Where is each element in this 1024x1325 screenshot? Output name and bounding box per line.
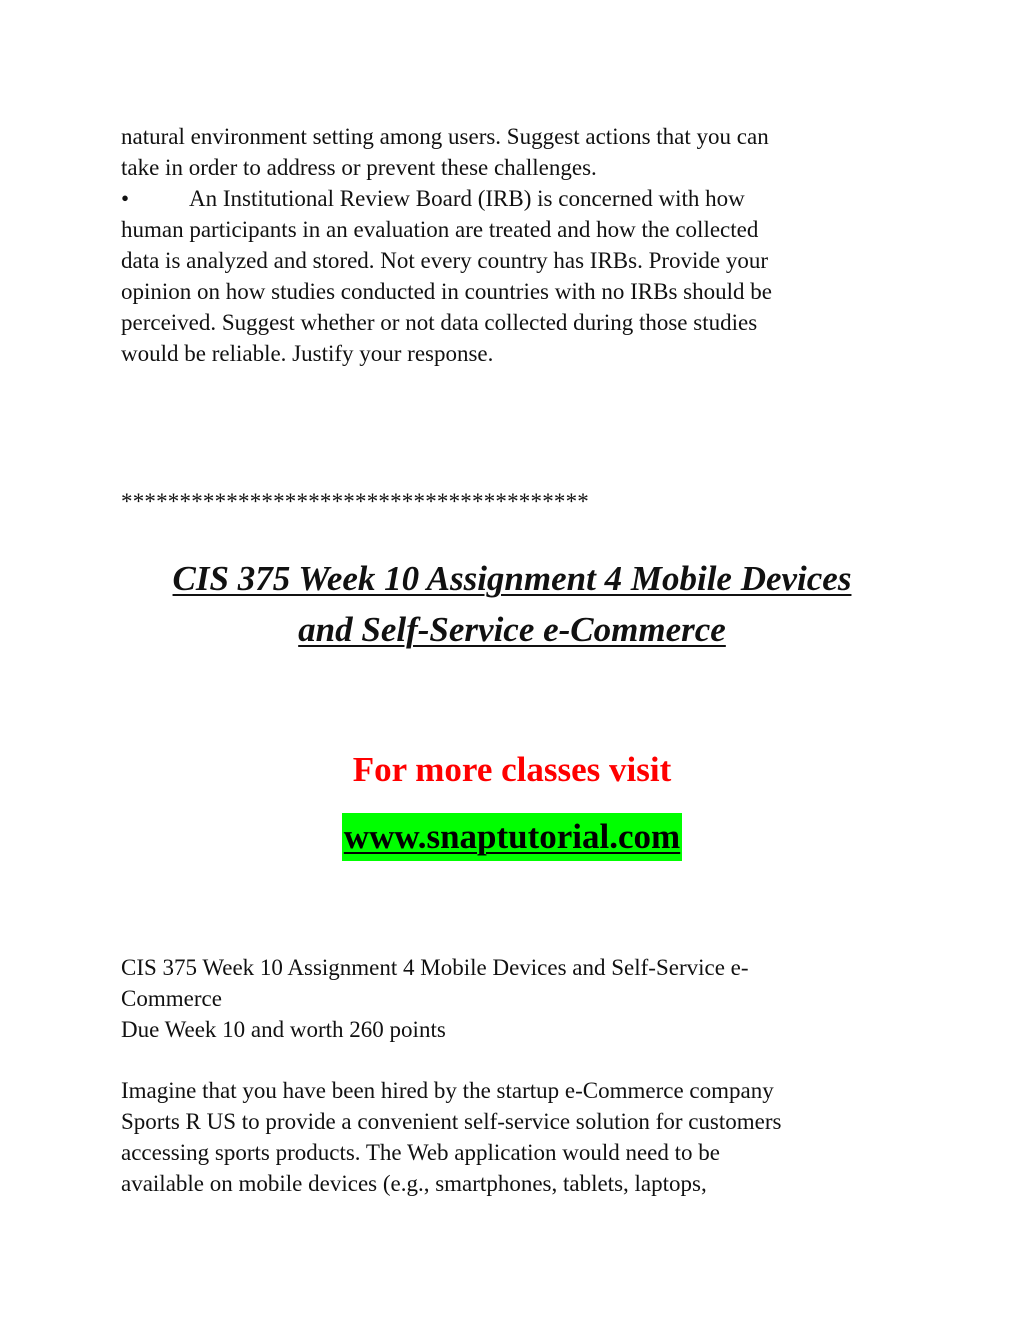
text-line: Sports R US to provide a convenient self-service solution for customers	[121, 1109, 782, 1134]
text-line: take in order to address or prevent these challenges.	[121, 155, 597, 180]
text-line: opinion on how studies conducted in countries with no IRBs should be	[121, 279, 772, 304]
due-line: Due Week 10 and worth 260 points	[121, 1017, 446, 1042]
bullet-text: An Institutional Review Board (IRB) is concerned with how	[189, 186, 745, 211]
assignment-heading	[0, 553, 1024, 655]
heading-line: and Self-Service e-Commerce	[298, 610, 726, 649]
text-line: accessing sports products. The Web application would need to be	[121, 1140, 720, 1165]
text-line: human participants in an evaluation are treated and how the collected	[121, 217, 759, 242]
heading-line: CIS 375 Week 10 Assignment 4 Mobile Devices	[172, 559, 852, 598]
bullet-line	[121, 183, 911, 214]
text-line: available on mobile devices (e.g., smartphones, tablets, laptops,	[121, 1171, 707, 1196]
promo-link-container	[0, 813, 1024, 861]
promo-text: For more classes visit	[352, 750, 672, 789]
text-line: would be reliable. Justify your response.	[121, 341, 494, 366]
text-line: perceived. Suggest whether or not data collected during those studies	[121, 310, 758, 335]
bullet-icon: •	[121, 186, 130, 211]
text-line: data is analyzed and stored. Not every country has IRBs. Provide your	[121, 248, 769, 273]
text-line: CIS 375 Week 10 Assignment 4 Mobile Devices and Self-Service e-	[121, 955, 749, 980]
assignment-body-paragraph	[121, 1075, 911, 1199]
discussion-paragraph	[121, 121, 911, 369]
website-link[interactable]: www.snaptutorial.com	[342, 813, 682, 861]
text-line: Commerce	[121, 986, 222, 1011]
text-line: natural environment setting among users. Suggest actions that you can	[121, 124, 769, 149]
assignment-title-block	[121, 952, 911, 1045]
text-line: Imagine that you have been hired by the startup e-Commerce company	[121, 1078, 774, 1103]
asterisk-separator: ****************************************	[121, 489, 589, 514]
